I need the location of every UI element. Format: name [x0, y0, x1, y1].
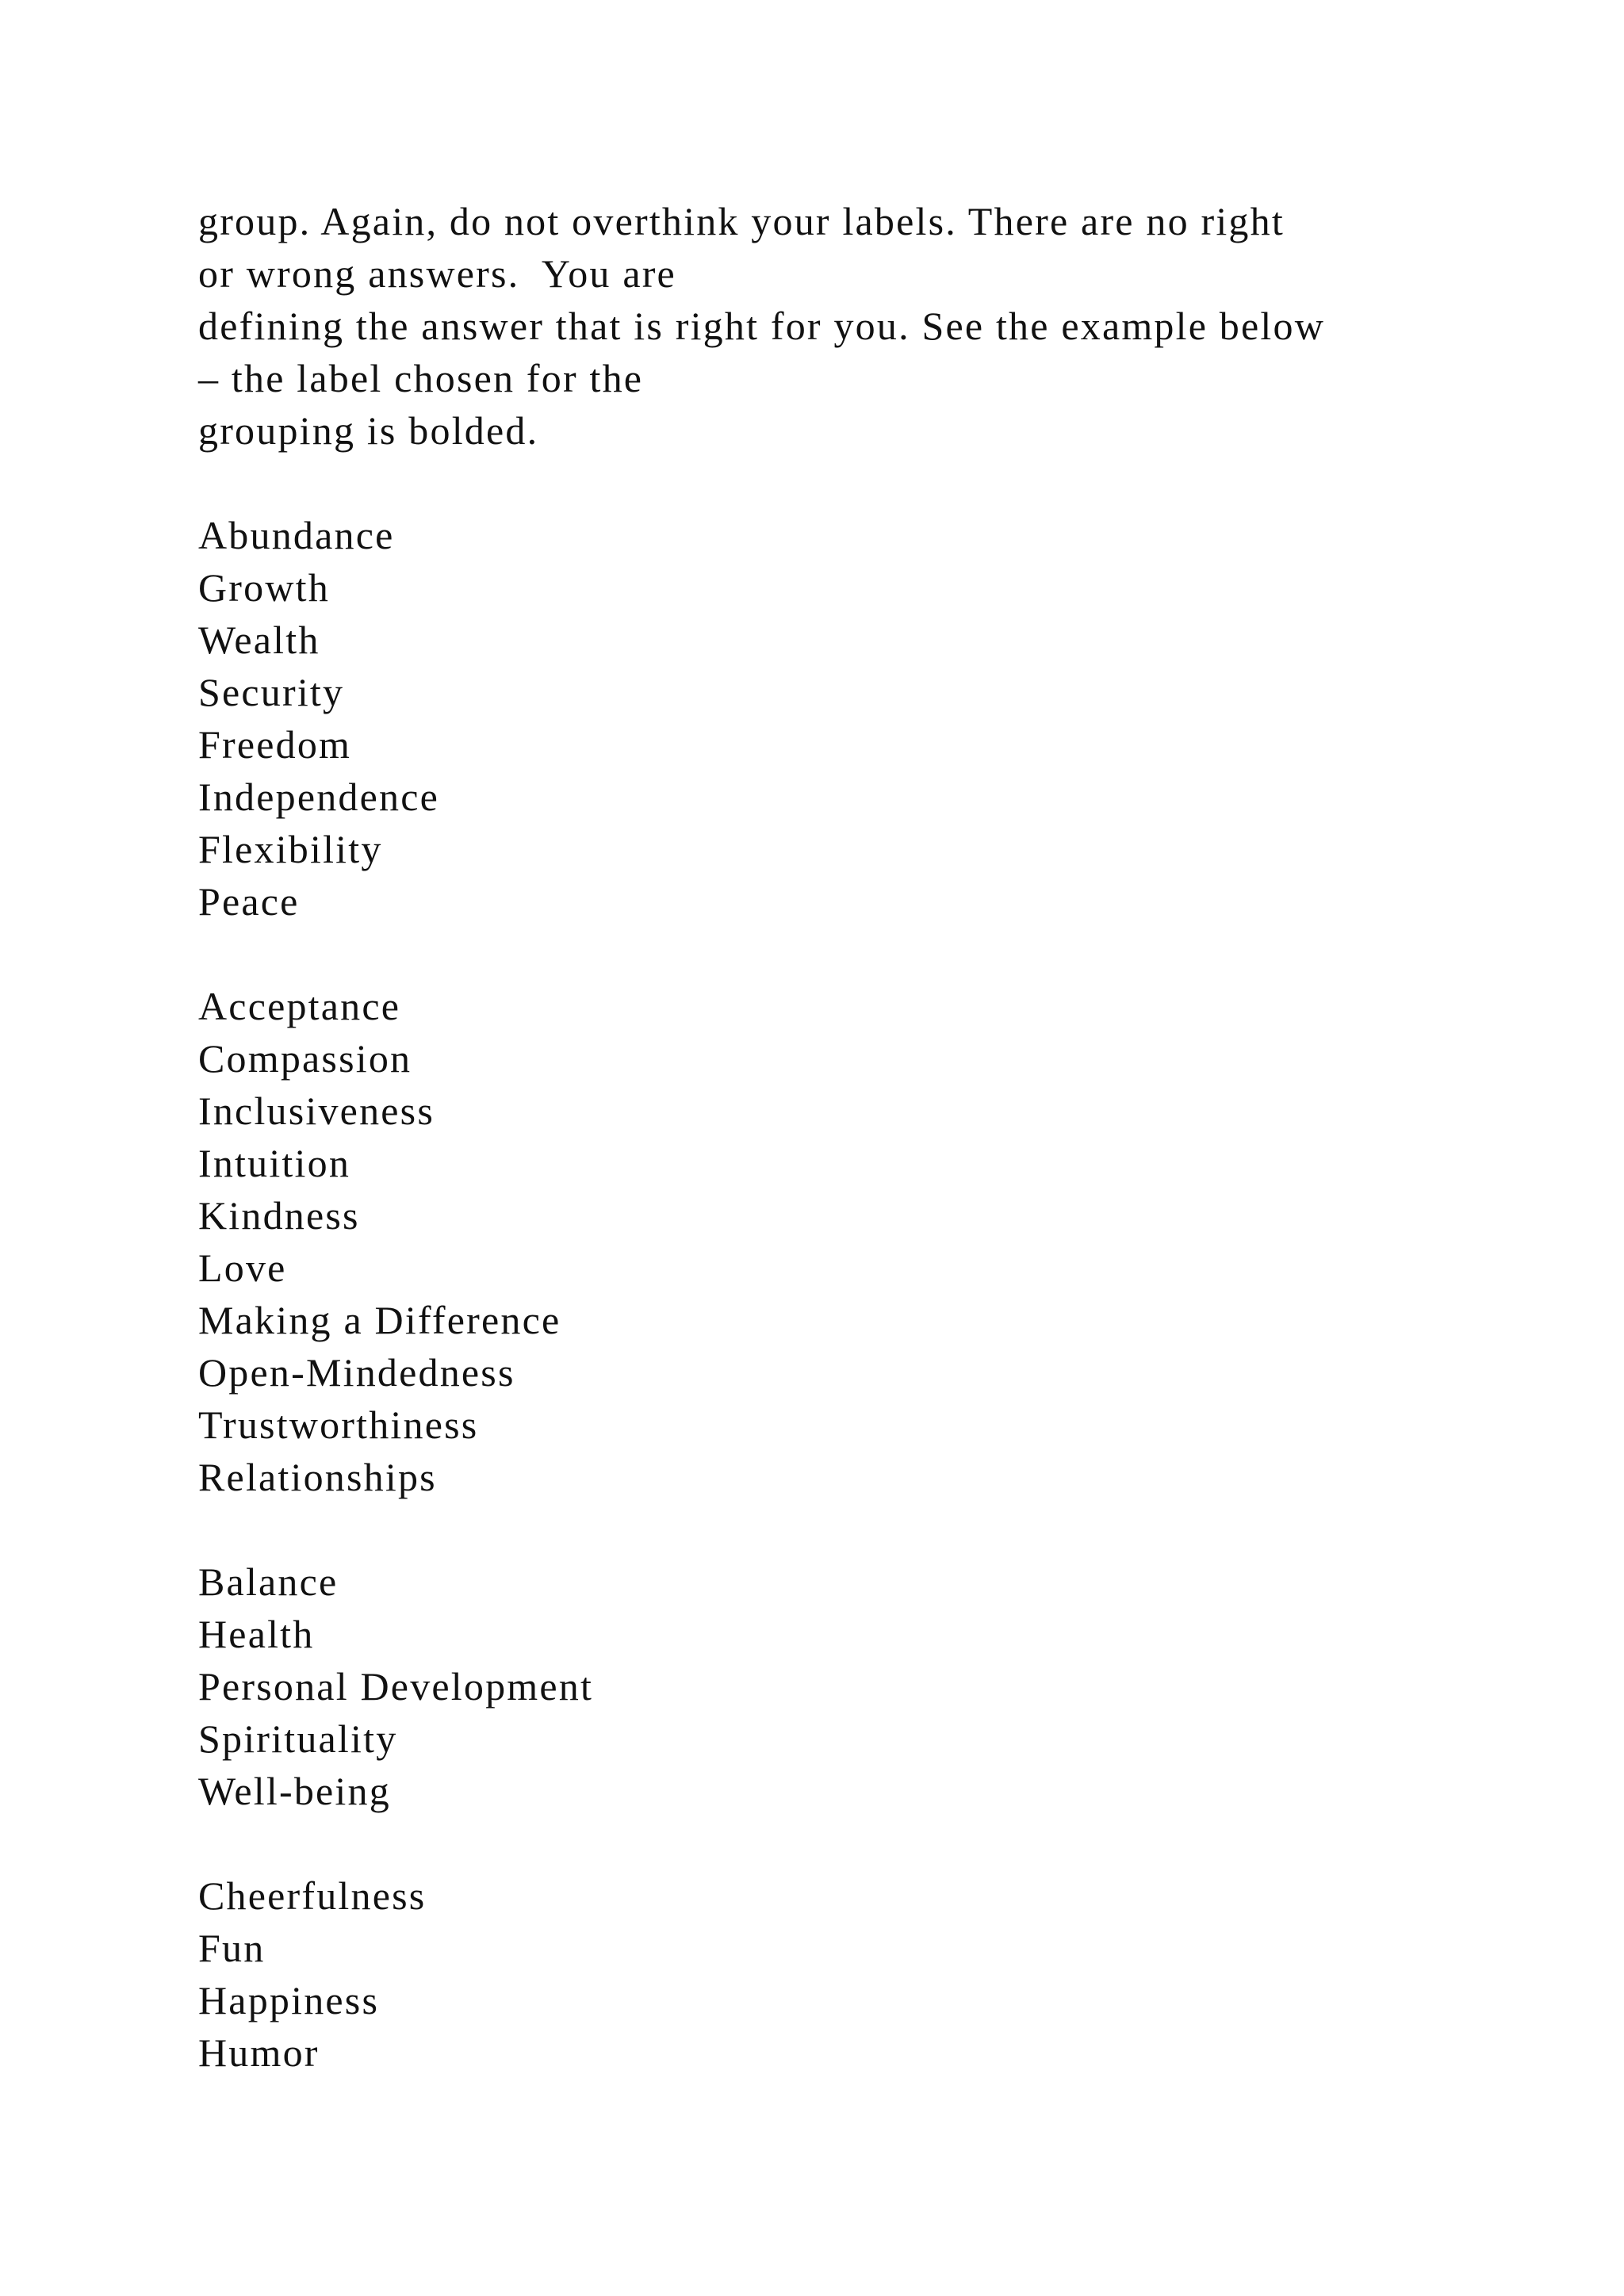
document-body [198, 195, 1499, 2079]
value-item: Health [198, 1612, 315, 1656]
value-item: Growth [198, 565, 330, 610]
value-item: Spirituality [198, 1716, 398, 1761]
intro-line: grouping is bolded. [198, 408, 539, 453]
value-group-1 [198, 509, 1499, 928]
value-item: Inclusiveness [198, 1089, 435, 1133]
value-item: Flexibility [198, 827, 383, 871]
value-group-3 [198, 1556, 1499, 1817]
blank-line [198, 1503, 1499, 1556]
value-item: Peace [198, 879, 300, 924]
value-item: Security [198, 670, 345, 714]
value-item: Abundance [198, 513, 395, 557]
blank-line [198, 928, 1499, 980]
value-item: Humor [198, 2030, 320, 2075]
value-item: Trustworthiness [198, 1402, 479, 1447]
value-item: Cheerfulness [198, 1873, 427, 1918]
value-item: Compassion [198, 1036, 412, 1081]
value-item: Love [198, 1246, 287, 1290]
value-item: Wealth [198, 618, 320, 662]
value-item: Happiness [198, 1978, 380, 2022]
value-item: Balance [198, 1559, 339, 1604]
value-group-2 [198, 980, 1499, 1503]
value-item: Acceptance [198, 984, 401, 1028]
value-group-4 [198, 1869, 1499, 2079]
blank-line [198, 457, 1499, 509]
value-item: Making a Difference [198, 1298, 561, 1342]
value-item: Kindness [198, 1193, 360, 1238]
value-item: Well-being [198, 1769, 391, 1813]
value-item: Open-Mindedness [198, 1350, 515, 1395]
intro-line: – the label chosen for the [198, 356, 644, 400]
value-item: Intuition [198, 1141, 351, 1185]
value-item: Freedom [198, 722, 352, 767]
intro-line: or wrong answers. You are [198, 251, 676, 296]
value-item: Independence [198, 775, 440, 819]
intro-line: defining the answer that is right for you. See the example below [198, 304, 1325, 348]
intro-line: group. Again, do not overthink your labels. There are no right [198, 199, 1285, 243]
blank-line [198, 1817, 1499, 1869]
value-item: Personal Development [198, 1664, 594, 1709]
value-item: Relationships [198, 1455, 437, 1499]
intro-paragraph [198, 195, 1499, 457]
value-item: Fun [198, 1926, 266, 1970]
